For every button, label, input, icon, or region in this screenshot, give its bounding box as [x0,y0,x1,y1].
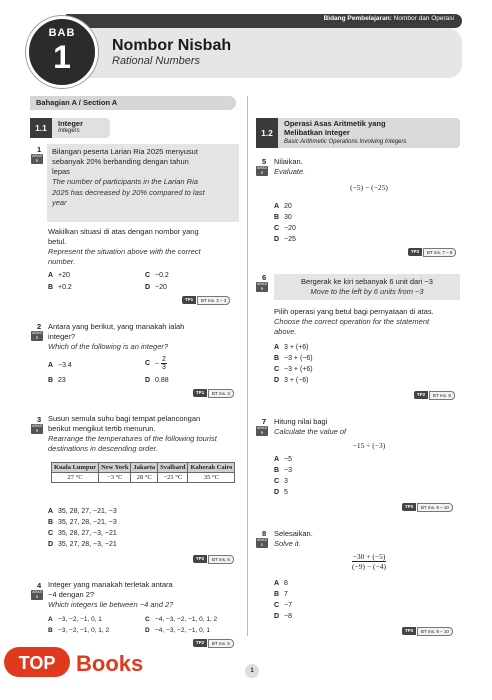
table-header-row [52,463,235,473]
subtopic-title-line: Melibatkan Integer [284,128,350,137]
option-text: 35, 27, 28, −21, −3 [58,519,117,526]
q5-option-b[interactable]: B 30 [274,214,292,221]
badge-top: ARAS [32,331,42,335]
question-8-number: 8 [262,529,267,538]
option-text: 8 [284,580,288,587]
question-7-stem [274,417,464,437]
bt-reference: BT ms. 2 – 3 [197,296,230,305]
badge-bottom: R [260,431,264,435]
learning-area-bar [66,14,462,28]
chapter-subtitle: Rational Numbers [112,55,201,67]
q7-option-a[interactable]: A −5 [274,456,292,463]
table-header: Kaherah Cairo [188,463,235,473]
fraction-denominator: (−9) − (−4) [352,562,386,571]
badge-top: ARAS [32,424,42,428]
q7-option-d[interactable]: D 5 [274,489,288,496]
chapter-badge [26,16,98,88]
q1-option-d[interactable]: D −20 [145,284,167,291]
option-text: −25 [284,236,296,243]
option-text: −3, −2, −1, 0, 1, 2 [58,627,110,634]
stem-line-en: destinations in descending order. [48,444,158,454]
question-1-number: 1 [37,145,42,154]
question-3-stem [48,414,240,455]
stem-line-en: Which of the following is an integer? [48,342,169,352]
stem-line: −4 dengan 2? [48,590,95,600]
table-cell: −3 °C [99,473,131,483]
stem-line: Antara yang berikut, yang manakah ialah [48,322,185,331]
learning-area-text [324,15,454,22]
badge-top: ARAS [32,154,42,158]
stem-line-en: Calculate the value of [274,427,347,437]
option-text: 20 [284,203,292,210]
bt-reference: BT ms. 3 [208,389,234,398]
badge-bottom: R [35,336,39,340]
aras-badge [256,282,268,292]
badge-top: ARAS [257,426,267,430]
q3-option-c[interactable]: C 35, 28, 27, −3, −21 [48,530,117,537]
option-text: −3 + (+6) [284,366,313,373]
stem-line: berikut mengikut tertib menurun. [48,424,156,434]
q2-option-c[interactable]: C − $\frac{2}{3}$ [145,356,166,371]
question-4-number: 4 [37,581,42,590]
question-5-number: 5 [262,157,267,166]
table-header: Kuala Lumpur [52,463,99,473]
subtopic-title-line: Operasi Asas Aritmetik yang [284,119,386,128]
stem-line-en: Solve it. [274,539,301,549]
q3-option-a[interactable]: A 35, 28, 27, −21, −3 [48,508,117,515]
logo-top-text: TOP [18,653,56,673]
stem-line: Integer yang manakah terletak antara [48,580,173,589]
fraction-denominator: 3 [162,364,166,371]
stem-line: Susun semula suhu bagi tempat pelancongan [48,414,201,423]
topbooks-logo [0,637,150,687]
bt-reference: BT ms. 9 – 10 [417,503,453,512]
question-2-number: 2 [37,322,42,331]
option-text: −3.4 [58,362,72,369]
badge-top: ARAS [257,166,267,170]
q4-option-b[interactable]: B −3, −2, −1, 0, 1, 2 [48,627,110,634]
question-7-expression: −15 ÷ (−3) [352,441,386,450]
q6-option-a[interactable]: A 3 + (+6) [274,344,309,351]
option-text: +0.2 [58,284,72,291]
logo-books-text: Books [76,651,144,676]
option-text: −3 [284,467,292,474]
stem-line-en: Evaluate. [274,167,306,177]
chapter-number: 1 [53,39,71,75]
q5-option-c[interactable]: C −20 [274,225,296,232]
table-cell: 35 °C [188,473,235,483]
option-text: 3 + (−6) [284,377,309,384]
option-text: 7 [284,591,288,598]
badge-top: ARAS [32,590,42,594]
ask-line-en: Choose the correct operation for the statement [274,317,430,327]
option-text: +20 [58,272,70,279]
tp-label: TP2 [414,391,428,399]
subtopic-title [284,119,386,137]
badge-bottom: R [35,595,39,599]
ask-line: betul. [48,237,67,247]
aras-badge [256,166,268,176]
option-text: −0.2 [155,272,169,279]
table-header: New York [99,463,131,473]
badge-bottom: R [260,287,264,291]
table-cell: 27 °C [52,473,99,483]
ask-line-en: Represent the situation above with the correct [48,247,201,257]
tp-label: TP2 [193,555,207,563]
stem-line-en: 2025 has decreased by 20% compared to last [52,187,205,197]
tp-label: TP3 [408,248,422,256]
table-cell: −21 °C [158,473,188,483]
option-text: 5 [284,489,288,496]
column-divider [247,96,248,636]
q5-option-d[interactable]: D −25 [274,236,296,243]
bt-reference: BT ms. 8 [429,391,455,400]
q6-option-b[interactable]: B −3 + (−6) [274,355,313,362]
option-text: −7 [284,602,292,609]
question-2-stem [48,322,240,352]
option-text: 35, 27, 28, −3, −21 [58,541,117,548]
tp-label: TP3 [402,627,416,635]
option-text: −5 [284,456,292,463]
tp-label: TP3 [402,503,416,511]
q6-option-c[interactable]: C −3 + (+6) [274,366,313,373]
stem-line-en: The number of participants in the Larian Ria [52,177,198,187]
question-7-number: 7 [262,417,267,426]
question-5-expression: (−5) − (−25) [350,183,388,192]
ask-line-en: number. [48,257,76,267]
q6-option-d[interactable]: D 3 + (−6) [274,377,309,384]
question-3-number: 3 [37,415,42,424]
stem-line-en: Which integers lie between −4 and 2? [48,600,174,610]
question-1-stem [52,147,238,208]
stem-line: Bilangan peserta Larian Ria 2025 menyusut [52,147,198,156]
temperature-table [51,462,235,483]
subtopic-title: Integer [58,119,84,128]
q8-option-a[interactable]: A 8 [274,580,288,587]
q4-option-a[interactable]: A −3, −2, −1, 0, 1 [48,616,102,623]
option-text: −4, −3, −2, −1, 0, 1, 2 [155,616,218,623]
learning-area-value: Nombor dan Operasi [393,15,454,22]
fraction-numerator: 2 [162,356,166,363]
chapter-title: Nombor Nisbah [112,37,232,54]
badge-bottom: R [260,171,264,175]
stem-line: lepas [52,167,70,177]
stem-line-en: Rearrange the temperatures of the following tourist [48,434,217,444]
learning-area-label: Bidang Pembelajaran: [323,15,392,22]
aras-badge [31,331,43,341]
page-number: 1 [245,664,259,678]
question-6-statement [274,277,460,297]
statement-line: Bergerak ke kiri sebanyak 6 unit dari −3 [301,277,433,286]
subtopic-number: 1.1 [30,118,52,138]
q2-option-a[interactable]: A −3.4 [48,362,72,369]
option-text: 23 [58,377,66,384]
question-8-expression [274,552,464,571]
aras-badge [31,424,43,434]
table-row [52,473,235,483]
q7-option-b[interactable]: B −3 [274,467,292,474]
table-cell: 28 °C [131,473,158,483]
tp-label: TP2 [193,639,207,647]
question-5-stem [274,157,464,177]
option-text: −20 [155,284,167,291]
option-text: −4, −3, −2, −1, 0, 1 [155,627,210,634]
statement-line-en: Move to the left by 6 units from −3 [310,287,424,297]
badge-top: ARAS [257,282,267,286]
badge-bottom: R [35,159,39,163]
option-text: 35, 28, 27, −21, −3 [58,508,117,515]
question-4-stem [48,580,240,610]
ask-line: Pilih operasi yang betul bagi pernyataan di atas. [274,307,434,316]
badge-bottom: R [35,429,39,433]
tp-label: TP1 [182,296,196,304]
stem-line: sebanyak 20% berbanding dengan tahun [52,157,189,167]
option-text: −8 [284,613,292,620]
fraction-numerator: −30 + (−5) [352,552,386,561]
option-text: 0.88 [155,377,169,384]
table-header: Svalbard [158,463,188,473]
question-6-number: 6 [262,273,267,282]
q2-option-b[interactable]: B 23 [48,377,66,384]
option-text: 30 [284,214,292,221]
q8-option-b[interactable]: B 7 [274,591,288,598]
fraction [352,552,387,571]
stem-line: integer? [48,332,76,342]
q3-option-d[interactable]: D 35, 27, 28, −3, −21 [48,541,117,548]
ask-line-en: above. [274,327,297,337]
q8-option-d[interactable]: D −8 [274,613,292,620]
badge-top: ARAS [257,538,267,542]
q8-option-c[interactable]: C −7 [274,602,292,609]
topbooks-logo-graphic [0,637,150,687]
badge-bottom: S [260,543,264,547]
option-text: −20 [284,225,296,232]
q7-option-c[interactable]: C 3 [274,478,288,485]
q1-option-b[interactable]: B +0.2 [48,284,72,291]
tp-label: TP1 [193,389,207,397]
stem-line: Nilaikan. [274,157,303,166]
ask-line: Wakilkan situasi di atas dengan nombor yang [48,227,199,236]
option-text: 35, 28, 27, −3, −21 [58,530,117,537]
option-sign: − [155,360,160,368]
q4-option-c[interactable]: C −4, −3, −2, −1, 0, 1, 2 [145,616,218,623]
fraction [161,356,167,371]
option-text: 3 [284,478,288,485]
aras-badge [31,590,43,600]
aras-badge [31,154,43,164]
subtopic-number: 1.2 [256,118,278,148]
bt-reference: BT ms. 7 – 9 [423,248,456,257]
q4-option-d[interactable]: D −4, −3, −2, −1, 0, 1 [145,627,210,634]
q1-option-c[interactable]: C −0.2 [145,272,169,279]
aras-badge [256,538,268,548]
q2-option-d[interactable]: D 0.88 [145,377,169,384]
subtopic-1-1-header [30,118,110,138]
chapter-badge-label: BAB [48,27,76,39]
section-label: Bahagian A / Section A [36,98,118,107]
section-bar [30,96,236,110]
option-text: −3 + (−6) [284,355,313,362]
question-1-ask [48,227,240,268]
question-8-stem [274,529,464,549]
bt-reference: BT ms. 9 – 10 [417,627,453,636]
option-text: −3, −2, −1, 0, 1 [58,616,102,623]
subtopic-1-2-header [256,118,460,148]
q3-option-b[interactable]: B 35, 27, 28, −21, −3 [48,519,117,526]
stem-line: Selesaikan. [274,529,313,538]
option-text: 3 + (+6) [284,344,309,351]
bt-reference: BT ms. 6 [208,555,234,564]
question-6-ask [274,307,464,337]
stem-line: Hitung nilai bagi [274,417,328,426]
subtopic-subtitle: Integers [58,128,80,134]
q5-option-a[interactable]: A 20 [274,203,292,210]
bt-reference: BT ms. 6 [208,639,234,648]
subtopic-subtitle: Basic Arithmetic Operations Involving Integers [284,139,407,145]
q1-option-a[interactable]: A +20 [48,272,70,279]
table-header: Jakarta [131,463,158,473]
stem-line-en: year [52,197,67,207]
aras-badge [256,426,268,436]
